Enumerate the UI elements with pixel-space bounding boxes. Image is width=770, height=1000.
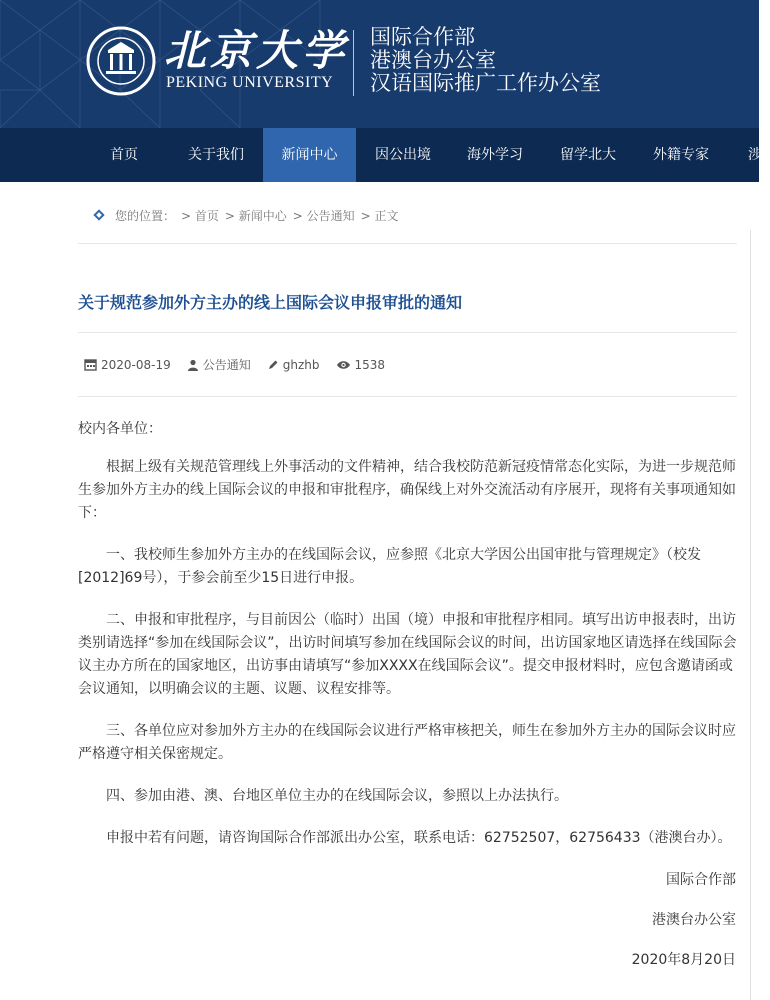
- breadcrumb-news[interactable]: > 新闻中心: [224, 208, 287, 223]
- breadcrumb-current: > 正文: [360, 208, 399, 223]
- meta-views: [336, 358, 386, 372]
- nav-item-study-at-pku[interactable]: 留学北大: [560, 147, 616, 163]
- signature-dept: 国际合作部: [666, 872, 736, 888]
- dept-line-3: 汉语国际推广工作办公室: [370, 71, 601, 95]
- salutation: 校内各单位：: [78, 421, 162, 437]
- paragraph-contact: 申报中若有问题，请咨询国际合作部派出办公室，联系电话：62752507，62756433（港澳台办）。: [106, 830, 732, 846]
- paragraph-intro: 根据上级有关规范管理线上外事活动的文件精神，结合我校防范新冠疫情常态化实际，为进一步规范师生参加外方主办的线上国际会议的申报和审批程序，确保线上对外交流活动有序展开，现将有关事项通知如下：: [78, 459, 736, 521]
- pencil-icon: [267, 359, 279, 371]
- meta-date-text: 2020-08-19: [101, 357, 171, 372]
- nav-item-home[interactable]: 首页: [110, 147, 138, 163]
- meta-author-text: ghzhb: [282, 357, 320, 372]
- meta-author: [267, 358, 320, 372]
- logo-divider: [353, 30, 354, 96]
- paragraph-3: 三、各单位应对参加外方主办的在线国际会议进行严格审核把关，师生在参加外方主办的国际会议时应严格遵守相关保密规定。: [78, 723, 736, 762]
- nav-item-foreign-experts[interactable]: 外籍专家: [653, 147, 709, 163]
- breadcrumb-prefix: 您的位置：: [115, 208, 176, 223]
- main-nav: [0, 128, 762, 182]
- article-meta: [84, 356, 401, 373]
- nav-item-outbound[interactable]: 因公出境: [375, 147, 431, 163]
- divider: [78, 396, 737, 397]
- pku-seal-icon: [86, 26, 156, 96]
- nav-item-study-abroad[interactable]: 海外学习: [467, 147, 523, 163]
- content-border: [750, 230, 751, 1000]
- nav-item-about[interactable]: 关于我们: [188, 147, 244, 163]
- site-header: [0, 0, 759, 128]
- signature-date: 2020年8月20日: [631, 952, 736, 968]
- signature-office: 港澳台办公室: [652, 912, 736, 928]
- logo-english: PEKING UNIVERSITY: [166, 74, 334, 91]
- divider: [78, 332, 737, 333]
- dept-line-2: 港澳台办公室: [370, 48, 496, 72]
- breadcrumb-home[interactable]: > 首页: [181, 208, 219, 223]
- dept-line-1: 国际合作部: [370, 25, 475, 49]
- paragraph-2: 二、申报和审批程序，与目前因公（临时）出国（境）申报和审批程序相同。填写出访申报表时，出访类别请选择“参加在线国际会议”，出访时间填写参加在线国际会议的时间，出访国家地区请选择在线国际会议主办方所在的国家地区，出访事由请填写“参加XXXX在线国际会议”。提交申报材料时，应包含邀请函或会议通知，以明确会议的主题、议题、议程安排等。: [78, 612, 737, 697]
- logo-chinese: 北京大学: [164, 26, 349, 75]
- nav-item-news[interactable]: 新闻中心: [263, 128, 356, 182]
- user-icon: [187, 359, 199, 371]
- department-names: [370, 26, 601, 95]
- nav-item-more[interactable]: 涉: [748, 147, 762, 163]
- meta-views-text: 1538: [354, 357, 386, 372]
- breadcrumb: [95, 205, 405, 225]
- paragraph-4: 四、参加由港、澳、台地区单位主办的在线国际会议，参照以上办法执行。: [106, 788, 568, 804]
- calendar-icon: [84, 358, 97, 371]
- paragraph-1: 一、我校师生参加外方主办的在线国际会议，应参照《北京大学因公出国审批与管理规定》（校发[2012]69号），于参会前至少15日进行申报。: [78, 547, 701, 586]
- divider: [78, 243, 737, 244]
- meta-category: [187, 356, 251, 373]
- meta-date: [84, 358, 171, 372]
- breadcrumb-notices[interactable]: > 公告通知: [292, 208, 355, 223]
- location-icon: [93, 209, 104, 220]
- article-body: [78, 418, 738, 989]
- meta-category-text: 公告通知: [202, 358, 251, 372]
- eye-icon: [336, 360, 351, 370]
- article-title: 关于规范参加外方主办的线上国际会议申报审批的通知: [78, 293, 463, 312]
